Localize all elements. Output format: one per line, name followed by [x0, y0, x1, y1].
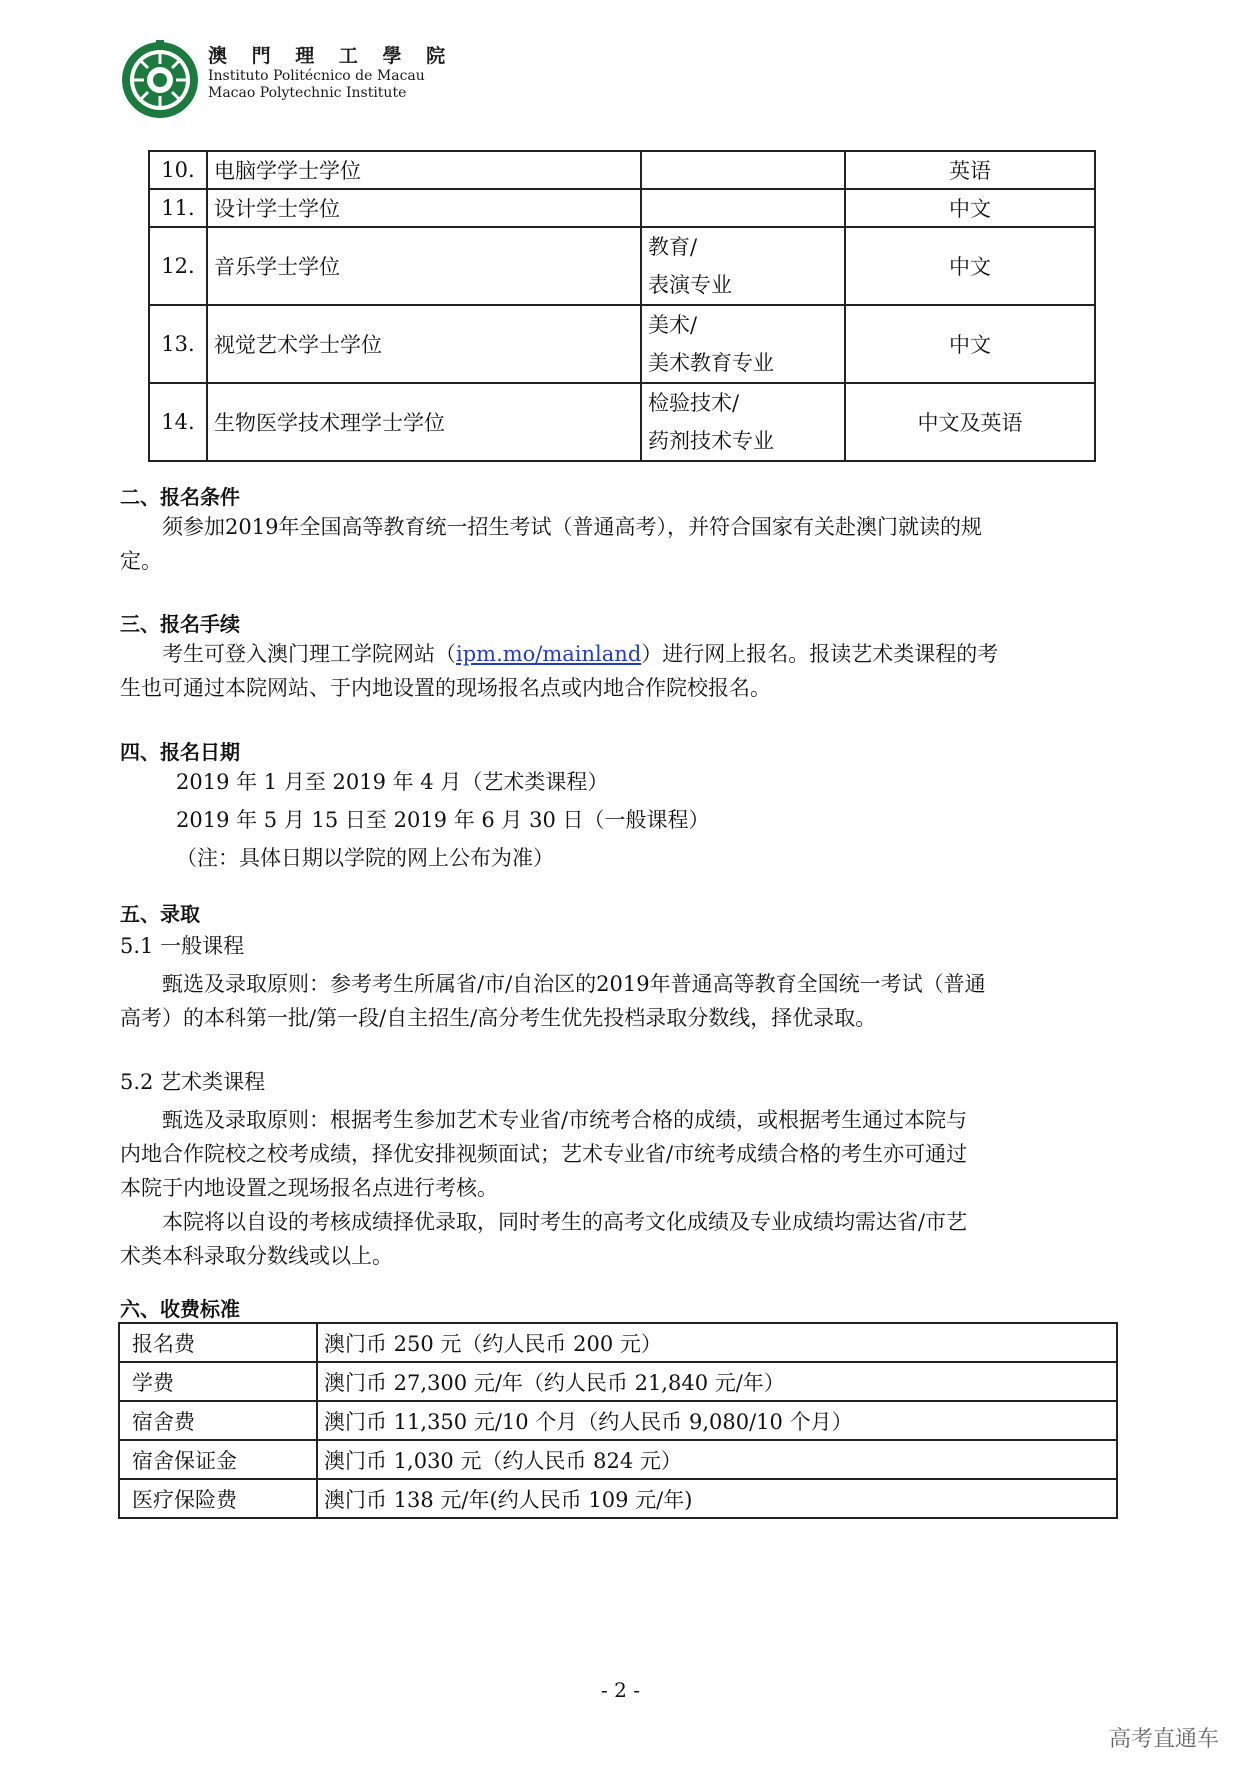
requirements-paragraph — [120, 510, 1120, 578]
program-specialty — [641, 151, 845, 189]
procedure-paragraph — [120, 637, 1120, 705]
program-name: 视觉艺术学士学位 — [207, 305, 641, 383]
fee-label: 学费 — [119, 1362, 317, 1401]
program-specialty — [641, 383, 845, 461]
specialty-line: 教育/ — [648, 235, 698, 259]
paragraph-line — [120, 637, 1120, 671]
section-heading-dates: 四、报名日期 — [120, 740, 240, 764]
program-language: 中文 — [845, 227, 1095, 305]
watermark: 高考直通车 — [1108, 1727, 1219, 1752]
paragraph-line: 本院将以自设的考核成绩择优录取，同时考生的高考文化成绩及专业成绩均需达省/市艺 — [162, 1210, 968, 1234]
table-row — [149, 227, 1095, 305]
table-row — [119, 1440, 1117, 1479]
program-specialty — [641, 227, 845, 305]
program-name: 生物医学技术理学士学位 — [207, 383, 641, 461]
arts-admission-paragraph — [120, 1103, 1120, 1273]
table-row — [119, 1323, 1117, 1362]
program-language: 中文及英语 — [845, 383, 1095, 461]
fee-label: 宿舍费 — [119, 1401, 317, 1440]
programs-table — [148, 150, 1096, 462]
fee-value: 澳门币 138 元/年(约人民币 109 元/年) — [317, 1479, 1117, 1518]
program-specialty — [641, 305, 845, 383]
fee-label: 医疗保险费 — [119, 1479, 317, 1518]
program-language: 英语 — [845, 151, 1095, 189]
program-number: 11. — [149, 189, 207, 227]
specialty-line: 表演专业 — [648, 273, 732, 297]
table-row — [119, 1362, 1117, 1401]
institute-name-en: Macao Polytechnic Institute — [208, 85, 407, 101]
page-number: - 2 - — [601, 1678, 640, 1702]
fee-label: 报名费 — [119, 1323, 317, 1362]
section-heading-fees: 六、收费标准 — [120, 1297, 240, 1321]
program-name: 电脑学学士学位 — [207, 151, 641, 189]
program-specialty — [641, 189, 845, 227]
paragraph-line: 内地合作院校之校考成绩，择优安排视频面试；艺术专业省/市统考成绩合格的考生亦可通过 — [120, 1142, 968, 1166]
program-number: 13. — [149, 305, 207, 383]
fee-label: 宿舍保证金 — [119, 1440, 317, 1479]
paragraph-line: 须参加2019年全国高等教育统一招生考试（普通高考），并符合国家有关赴澳门就读的规 — [162, 515, 982, 539]
subsection-heading-arts: 5.2 艺术类课程 — [120, 1070, 266, 1094]
table-row — [119, 1479, 1117, 1518]
text-segment: ）进行网上报名。报读艺术类课程的考 — [641, 642, 999, 666]
institute-name — [208, 44, 454, 102]
paragraph-line: 生也可通过本院网站、于内地设置的现场报名点或内地合作院校报名。 — [120, 676, 771, 700]
institute-logo-icon — [120, 40, 200, 120]
paragraph-line: 甄选及录取原则：参考考生所属省/市/自治区的2019年普通高等教育全国统一考试（普通 — [162, 972, 986, 996]
date-note: （注：具体日期以学院的网上公布为准） — [176, 846, 554, 870]
paragraph-line: 定。 — [120, 549, 162, 573]
fee-value: 澳门币 1,030 元（约人民币 824 元） — [317, 1440, 1117, 1479]
website-link[interactable]: ipm.mo/mainland — [456, 642, 642, 666]
program-number: 10. — [149, 151, 207, 189]
section-heading-requirements: 二、报名条件 — [120, 485, 240, 509]
program-number: 12. — [149, 227, 207, 305]
fee-value: 澳门币 27,300 元/年（约人民币 21,840 元/年） — [317, 1362, 1117, 1401]
specialty-line: 药剂技术专业 — [648, 429, 774, 453]
program-name: 设计学士学位 — [207, 189, 641, 227]
table-row — [149, 189, 1095, 227]
table-row — [149, 383, 1095, 461]
fee-value: 澳门币 250 元（约人民币 200 元） — [317, 1323, 1117, 1362]
section-heading-procedure: 三、报名手续 — [120, 612, 240, 636]
text-segment: 考生可登入澳门理工学院网站（ — [162, 642, 456, 666]
program-name: 音乐学士学位 — [207, 227, 641, 305]
general-admission-paragraph — [120, 967, 1120, 1035]
program-language: 中文 — [845, 305, 1095, 383]
program-number: 14. — [149, 383, 207, 461]
specialty-line: 检验技术/ — [648, 391, 740, 415]
section-heading-admission: 五、录取 — [120, 902, 200, 926]
paragraph-line: 高考）的本科第一批/第一段/自主招生/高分考生优先投档录取分数线，择优录取。 — [120, 1006, 877, 1030]
table-row — [149, 151, 1095, 189]
date-line: 2019 年 5 月 15 日至 2019 年 6 月 30 日（一般课程） — [176, 808, 710, 832]
paragraph-line: 甄选及录取原则：根据考生参加艺术专业省/市统考合格的成绩，或根据考生通过本院与 — [162, 1108, 968, 1132]
subsection-heading-general: 5.1 一般课程 — [120, 934, 245, 958]
fees-table — [118, 1322, 1118, 1519]
table-row — [149, 305, 1095, 383]
program-language: 中文 — [845, 189, 1095, 227]
paragraph-line: 本院于内地设置之现场报名点进行考核。 — [120, 1176, 498, 1200]
institute-name-pt: Instituto Politécnico de Macau — [208, 68, 425, 84]
table-row — [119, 1401, 1117, 1440]
fee-value: 澳门币 11,350 元/10 个月（约人民币 9,080/10 个月） — [317, 1401, 1117, 1440]
specialty-line: 美术教育专业 — [648, 351, 774, 375]
date-line: 2019 年 1 月至 2019 年 4 月（艺术类课程） — [176, 770, 609, 794]
page-header — [120, 40, 720, 120]
specialty-line: 美术/ — [648, 313, 698, 337]
paragraph-line: 术类本科录取分数线或以上。 — [120, 1244, 393, 1268]
institute-name-cn: 澳 門 理 工 學 院 — [208, 45, 455, 67]
